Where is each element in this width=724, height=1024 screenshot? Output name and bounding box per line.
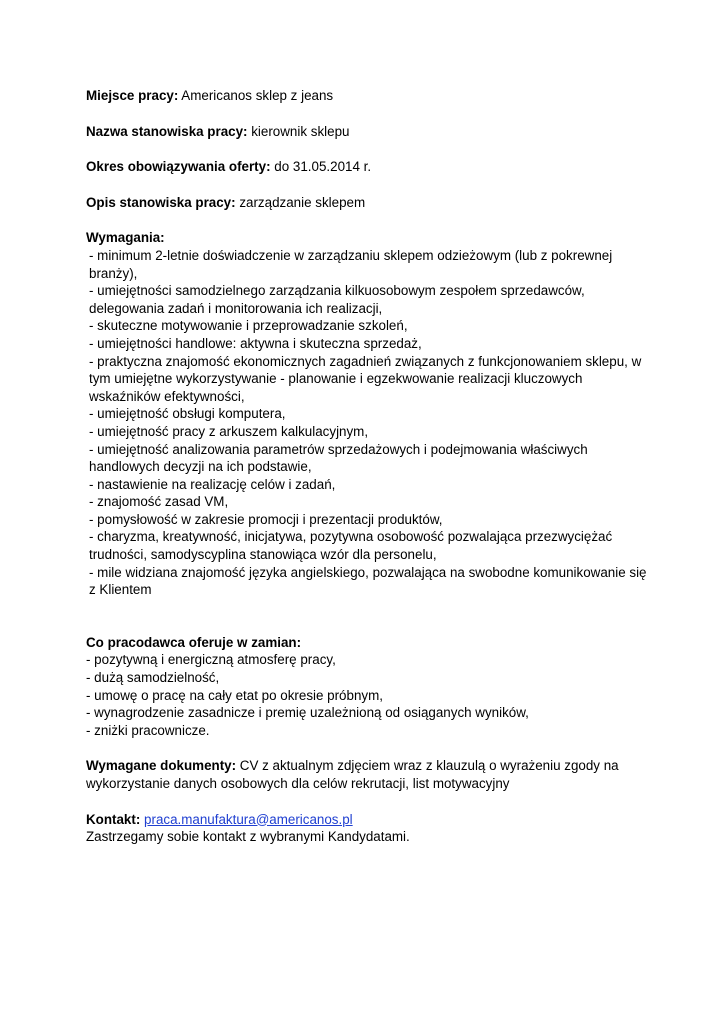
workplace-label: Miejsce pracy: xyxy=(86,88,179,103)
description-label: Opis stanowiska pracy: xyxy=(86,194,236,210)
job-offer-document xyxy=(86,87,656,846)
documents-label: Wymagane dokumenty: xyxy=(86,758,237,774)
requirements-heading: Wymagania: xyxy=(86,230,165,246)
list-item: - pozytywną i energiczną atmosferę pracy, xyxy=(86,652,336,668)
validity-value: do 31.05.2014 r. xyxy=(274,159,372,175)
list-item: - umiejętność analizowania parametrów sprzedażowych i podejmowania właściwych handlowych decyzji na ich podstawie, xyxy=(89,441,588,475)
list-item: - umowę o pracę na cały etat po okresie próbnym, xyxy=(86,687,383,703)
contact-field xyxy=(86,811,656,829)
list-item: - wynagrodzenie zasadnicze i premię uzależnioną od osiąganych wyników, xyxy=(86,705,529,721)
list-item: - zniżki pracownicze. xyxy=(86,722,210,738)
description-field xyxy=(86,194,656,212)
documents-value: CV z aktualnym zdjęciem wraz z klauzulą o wyrażeniu zgody na wykorzystanie danych osobowych dla celów rekrutacji, list motywacyjny xyxy=(86,758,619,791)
list-item: - praktyczna znajomość ekonomicznych zagadnień związanych z funkcjonowaniem sklepu, w tym umiejętne wykorzystywanie - planowanie i egzekwowanie realizacji kluczowych wskaźników efektywności, xyxy=(89,353,642,404)
list-item: - dużą samodzielność, xyxy=(86,670,220,686)
list-item: - charyzma, kreatywność, inicjatywa, pozytywna osobowość pozwalająca przezwyciężać trudności, samodyscyplina stanowiąca wzór dla personelu, xyxy=(89,529,613,563)
validity-label: Okres obowiązywania oferty: xyxy=(86,159,271,175)
position-field xyxy=(86,123,656,141)
requirements-list xyxy=(86,247,656,599)
list-item: - nastawienie na realizację celów i zadań, xyxy=(89,476,336,492)
documents-field xyxy=(86,757,656,792)
list-item: - umiejętność pracy z arkuszem kalkulacyjnym, xyxy=(89,423,369,439)
list-item: - pomysłowość w zakresie promocji i prezentacji produktów, xyxy=(89,511,443,527)
list-item: - umiejętności samodzielnego zarządzania kilkuosobowym zespołem sprzedawców, delegowania zadań i monitorowania ich realizacji, xyxy=(89,283,585,316)
contact-email-link[interactable]: praca.manufaktura@americanos.pl xyxy=(144,811,353,827)
workplace-value: Americanos sklep z jeans xyxy=(181,88,334,103)
list-item: - znajomość zasad VM, xyxy=(89,494,229,510)
list-item: - mile widziana znajomość języka angielskiego, pozwalająca na swobodne komunikowanie się z Klientem xyxy=(89,564,647,598)
position-value: kierownik sklepu xyxy=(251,123,350,139)
position-label: Nazwa stanowiska pracy: xyxy=(86,123,248,139)
offer-list xyxy=(86,651,656,739)
contact-label: Kontakt: xyxy=(86,811,141,827)
description-value: zarządzanie sklepem xyxy=(239,194,366,210)
contact-note: Zastrzegamy sobie kontakt z wybranymi Kandydatami. xyxy=(86,829,410,845)
validity-field xyxy=(86,158,656,176)
offer-heading: Co pracodawca oferuje w zamian: xyxy=(86,634,302,650)
list-item: - minimum 2-letnie doświadczenie w zarządzaniu sklepem odzieżowym (lub z pokrewnej branży), xyxy=(89,247,613,281)
list-item: - skuteczne motywowanie i przeprowadzanie szkoleń, xyxy=(89,318,408,334)
list-item: - umiejętności handlowe: aktywna i skuteczna sprzedaż, xyxy=(89,335,422,351)
list-item: - umiejętność obsługi komputera, xyxy=(89,406,286,422)
workplace-field xyxy=(86,87,656,105)
